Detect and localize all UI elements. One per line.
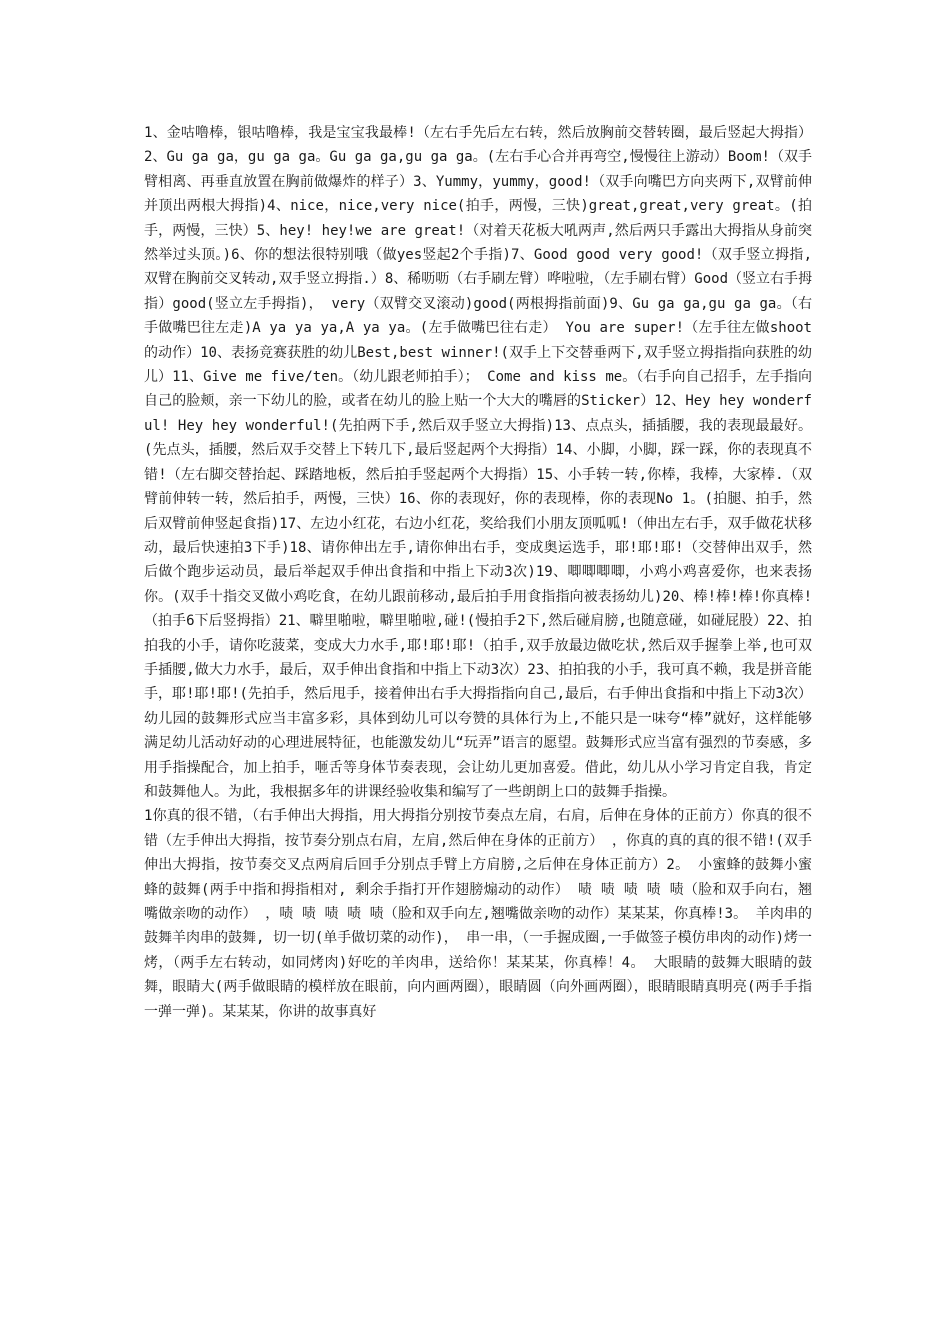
document-paragraph-1: 1、金咕噜棒，银咕噜棒，我是宝宝我最棒!（左右手先后左右转，然后放胸前交替转圈，最后竖起大拇指）2、Gu ga ga，gu ga ga。Gu ga ga,gu ga ga。(左右手心合并再弯空,慢慢往上游动）Boom!（双手臂相离、再垂直放置在胸前做爆炸的样子）3、Yummy，yummy，good!（双手向嘴巴方向夹两下,双臂前伸并顶出两根大拇指)4、nice，nice,very nice(拍手，两慢，三快)great,great,very great。(拍手，两慢，三快）5、hey! hey!we are great!（对着天花板大吼两声,然后两只手露出大拇指从身前突然举过头顶。)6、你的想法很特别哦（做yes竖起2个手指)7、Good good very good!（双手竖立拇指,双臂在胸前交叉转动,双手竖立拇指.）8、稀呖呖（右手刷左臂）哗啦啦，（左手刷右臂）Good（竖立右手拇指）good(竖立左手拇指)， very（双臂交叉滚动)good(两根拇指前面)9、Gu ga ga,gu ga ga。（右手做嘴巴往左走)A ya ya ya,A ya ya。(左手做嘴巴往右走） You are super!（左手往左做shoot的动作）10、表扬竞赛获胜的幼儿Best,best winner!(双手上下交替垂两下,双手竖立拇指指向获胜的幼儿）11、Give me five/ten。（幼儿跟老师拍手）； Come and kiss me。（右手向自己招手，左手指向自己的脸颊，亲一下幼儿的脸，或者在幼儿的脸上贴一个大大的嘴唇的Sticker）12、Hey hey wonderful! Hey hey wonderful!(先拍两下手,然后双手竖立大拇指)13、点点头，插插腰，我的表现最最好。(先点头，插腰，然后双手交替上下转几下,最后竖起两个大拇指）14、小脚，小脚，踩一踩，你的表现真不错!（左右脚交替抬起、踩踏地板，然后拍手竖起两个大拇指）15、小手转一转,你棒，我棒，大家棒.（双臂前伸转一转，然后拍手，两慢，三快）16、你的表现好，你的表现棒，你的表现No 1。(拍腿、拍手，然后双臂前伸竖起食指)17、左边小红花，右边小红花，奖给我们小朋友顶呱呱!（伸出左右手，双手做花状移动，最后快速拍3下手)18、请你伸出左手,请你伸出右手，变成奥运选手，耶!耶!耶!（交替伸出双手，然后做个跑步运动员，最后举起双手伸出食指和中指上下动3次)19、唧唧唧唧，小鸡小鸡喜爱你，也来表扬你。(双手十指交叉做小鸡吃食，在幼儿跟前移动,最后拍手用食指指向被表扬幼儿)20、棒!棒!棒!你真棒!（拍手6下后竖拇指）21、噼里啪啦，噼里啪啦,碰!(慢拍手2下,然后碰肩膀,也随意碰，如碰屁股）22、拍拍我的小手，请你吃菠菜，变成大力水手,耶!耶!耶!（拍手,双手放最边做吃状,然后双手握拳上举,也可双手插腰,做大力水手，最后，双手伸出食指和中指上下动3次）23、拍拍我的小手，我可真不赖，我是拼音能手，耶!耶!耶!(先拍手，然后甩手，接着伸出右手大拇指指向自己,最后，右手伸出食指和中指上下动3次） 幼儿园的鼓舞形式应当丰富多彩，具体到幼儿可以夸赞的具体行为上,不能只是一味夸“棒”就好，这样能够满足幼儿活动好动的心理进展特征，也能激发幼儿“玩弄”语言的愿望。鼓舞形式应当富有强烈的节奏感，多用手指操配合，加上拍手，咂舌等身体节奏表现，会让幼儿更加喜爱。借此，幼儿从小学习肯定自我，肯定和鼓舞他人。为此，我根据多年的讲课经验收集和编写了一些朗朗上口的鼓舞手指操。 [144,125,812,800]
document-page [144,121,812,1024]
document-paragraph-2: 1你真的很不错，（右手伸出大拇指，用大拇指分别按节奏点左肩，右肩，后伸在身体的正前方）你真的很不错（左手伸出大拇指，按节奏分别点右肩，左肩,然后伸在身体的正前方） ，你真的真的真的很不错!(双手伸出大拇指，按节奏交叉点两肩后回手分别点手臂上方肩膀,之后伸在身体正前方）2。 小蜜蜂的鼓舞小蜜蜂的鼓舞(两手中指和拇指相对, 剩余手指打开作翅膀煽动的动作） 啧 啧 啧 啧 啧（脸和双手向右，翘嘴做亲吻的动作） ，啧 啧 啧 啧 啧（脸和双手向左,翘嘴做亲吻的动作）某某某，你真棒!3。 羊肉串的鼓舞羊肉串的鼓舞, 切一切(单手做切菜的动作)， 串一串，（一手握成圈,一手做签子模仿串肉的动作)烤一烤，（两手左右转动，如同烤肉)好吃的羊肉串，送给你！某某某，你真棒！4。 大眼睛的鼓舞大眼睛的鼓舞，眼睛大(两手做眼睛的模样放在眼前，向内画两圈），眼睛圆（向外画两圈），眼睛眼睛真明亮(两手手指一弹一弹)。某某某，你讲的故事真好 [144,808,812,1020]
